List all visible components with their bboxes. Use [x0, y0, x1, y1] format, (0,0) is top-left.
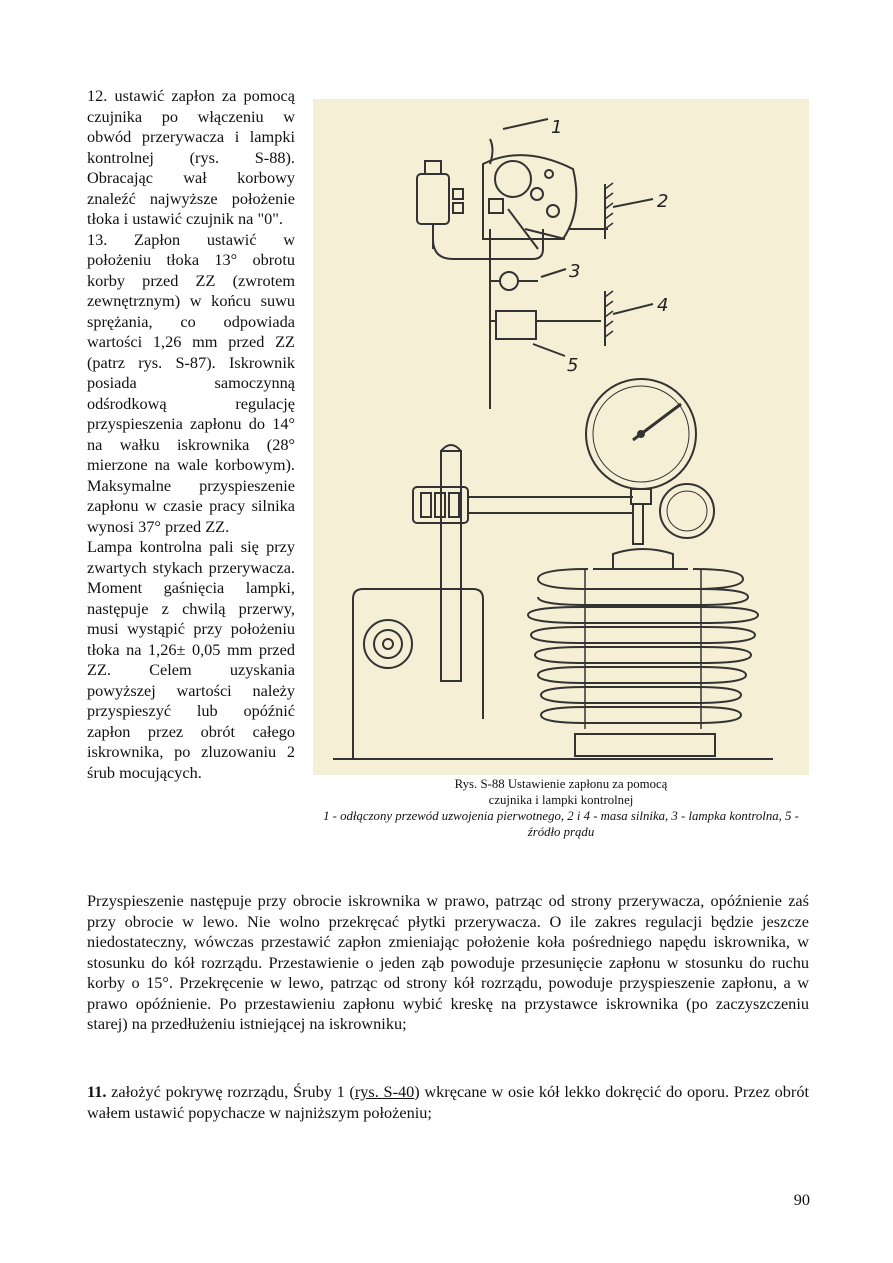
figure-label-3: 3	[569, 261, 581, 282]
figure-label-1: 1	[551, 117, 563, 138]
figure-label-5: 5	[567, 355, 579, 376]
control-lamp	[500, 272, 518, 290]
control-lamp-paragraph: Lampa kontrolna pali się przy zwartych stykach przerywacza. Moment gaśnięcia lampki, następuje z chwilą przerwy, musi wystąpić przy położeniu tłoka na 1,26± 0,05 mm przed ZZ. Celem uzyskania powyższej wartości należy przyspieszyć lub opóźnić zapłon przez obrót całego iskrownika, po zluzowaniu 2 śrub mocujących.	[87, 537, 295, 782]
ignition-setting-figure	[313, 99, 809, 775]
distributor-housing	[483, 155, 576, 239]
body-text	[87, 891, 809, 1035]
caption-title-line-2: czujnika i lampki kontrolnej	[488, 793, 634, 807]
figure-reference-link[interactable]: rys. S-40	[354, 1082, 415, 1101]
step-11-text-b: ) wkręcane w osie kół lekko dokręcić do oporu. Przez obrót wałem ustawić popychacze w najniższym położeniu;	[87, 1082, 809, 1122]
ignition-coil	[417, 174, 449, 224]
figure-label-2: 2	[657, 191, 669, 212]
step-11-number: 11.	[87, 1082, 107, 1101]
caption-title-line-1: Rys. S-88 Ustawienie zapłonu za pomocą	[454, 777, 668, 791]
small-dial	[660, 484, 714, 538]
step-11-text-a: założyć pokrywę rozrządu, Śruby 1 (	[106, 1082, 355, 1101]
page-number: 90	[793, 1190, 810, 1209]
figure-caption	[316, 776, 806, 840]
step-13-paragraph: 13. Zapłon ustawić w położeniu tłoka 13° obrotu korby przed ZZ (zwrotem zewnętrznym) w końcu suwu sprężania, co odpowiada wartości 1,26 mm przed ZZ (patrz rys. S-87). Iskrownik posiada samoczynną odśrodkową regulację przyspieszenia zapłonu do 14° na wałku iskrownika (28° mierzone na wale korbowym). Maksymalne przyspieszenie zapłonu w czasie pracy silnika wynosi 37° przed ZZ.	[87, 229, 295, 536]
engine-cylinder	[528, 549, 758, 756]
stand-base	[353, 589, 483, 719]
left-text-column	[87, 86, 295, 783]
stand-column	[441, 451, 461, 681]
caption-legend: 1 - odłączony przewód uzwojenia pierwotnego, 2 i 4 - masa silnika, 3 - lampka kontrolna, 5 - źródło prądu	[323, 809, 799, 839]
figure-label-4: 4	[657, 295, 669, 316]
step-12-paragraph: 12. ustawić zapłon za pomocą czujnika po włączeniu w obwód przerywacza i lampki kontrolnej (rys. S-88). Obracając wał korbowy znaleźć najwyższe położenie tłoka i ustawić czujnik na "0".	[87, 86, 295, 228]
power-source	[496, 311, 536, 339]
step-11-paragraph	[87, 1082, 809, 1123]
gauge-needle	[641, 404, 681, 434]
ignition-diagram	[313, 99, 809, 775]
continuation-paragraph: Przyspieszenie następuje przy obrocie iskrownika w prawo, patrząc od strony przerywacza, opóźnienie zaś przy obrocie w lewo. Nie wolno przekręcać płytki przerywacza. O ile zakres regulacji będzie jeszcze niedostateczny, wówczas przestawić zapłon zmieniając położenie koła pośredniego napędu iskrownika, w stosunku do kół rozrządu. Przestawienie o jeden ząb powoduje przesunięcie zapłonu w stosunku do ruchu korby o 15°. Przekręcenie w lewo, patrząc od strony kół rozrządu, powoduje przyspieszenie zapłonu, a w prawo opóźnienie. Po przestawieniu zapłonu wybić kreskę na przystawce iskrownika (po zaczyszczeniu starej) na przedłużeniu istniejącej na iskrowniku;	[87, 891, 809, 1033]
breaker-arm	[508, 209, 538, 249]
